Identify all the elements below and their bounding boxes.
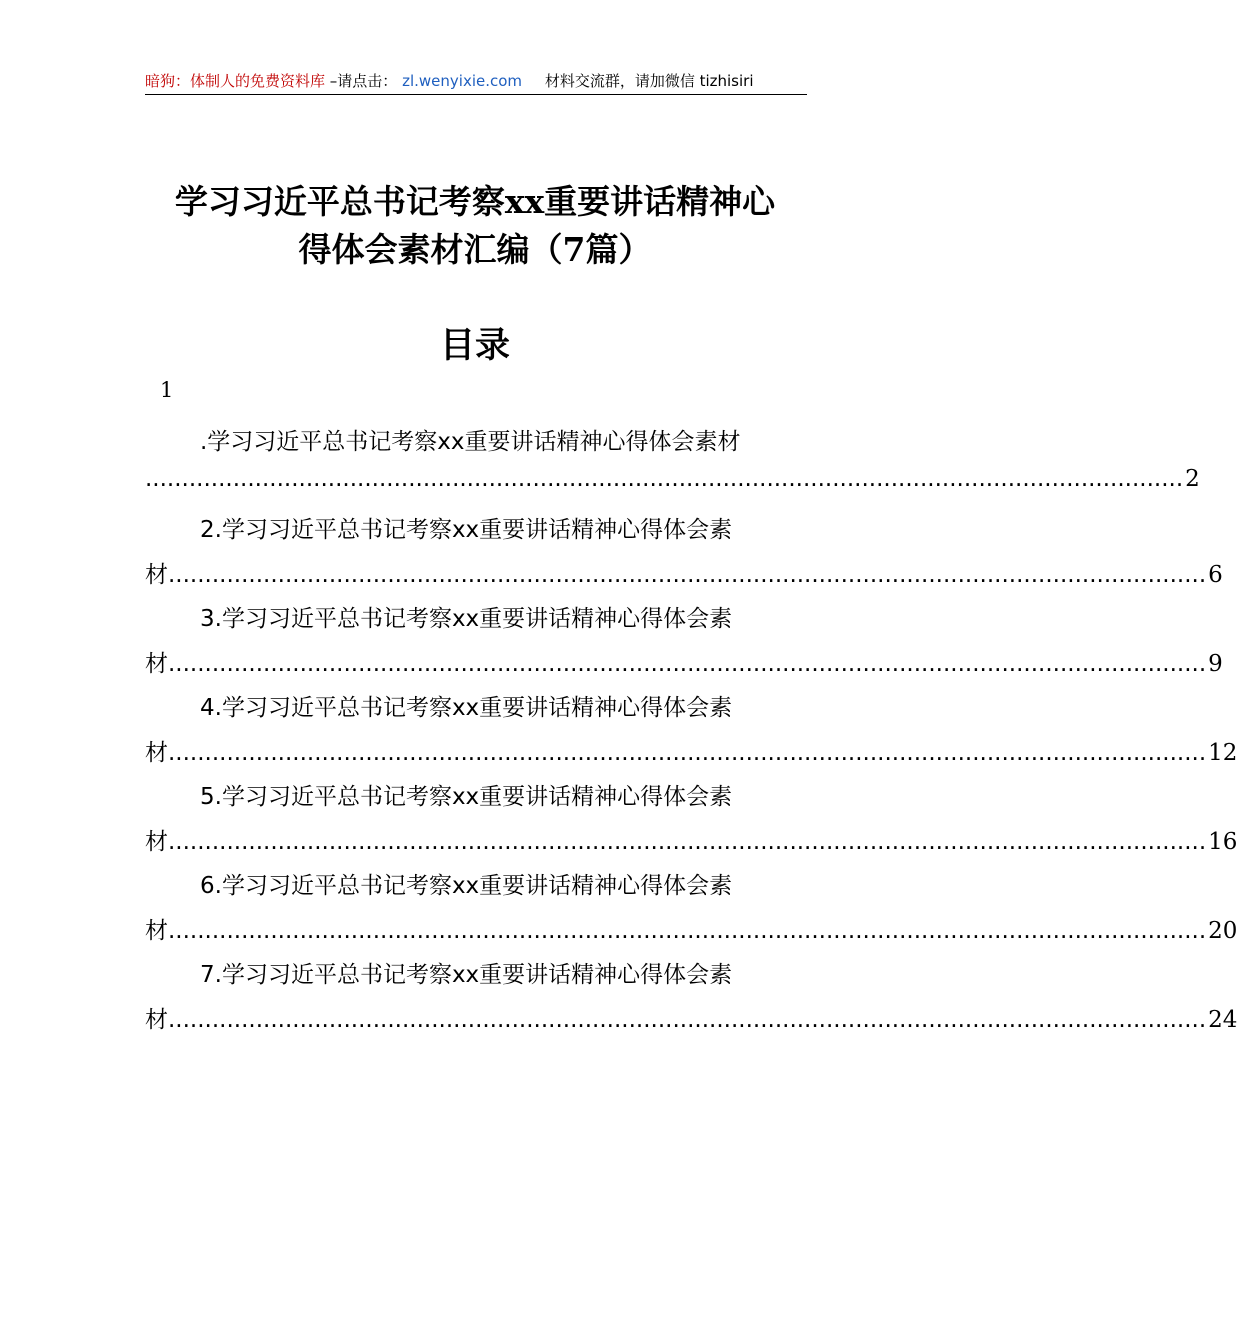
toc-entry-3-page: 9 [1208, 651, 1223, 677]
toc-entry-4-leader[interactable] [145, 734, 1237, 767]
toc-entry-1-title[interactable]: .学习习近平总书记考察xx重要讲话精神心得体会素材 [200, 429, 741, 455]
toc-entry-1-leader[interactable] [145, 466, 1200, 492]
header-click-prompt: –请点击： [329, 72, 398, 90]
header-link[interactable]: zl.wenyixie.com [402, 72, 523, 90]
toc-entry-7-leader[interactable] [145, 1001, 1237, 1034]
toc-entry-1-dots: .............................................................................................................................................. [145, 466, 1184, 492]
toc-entry-7-continuation: 材 [145, 1007, 168, 1033]
toc-entry-7-title[interactable]: 7.学习习近平总书记考察xx重要讲话精神心得体会素 [200, 962, 733, 988]
toc-entry-7-dots: .............................................................................................................................................. [168, 1007, 1207, 1033]
toc-entry-3-leader[interactable] [145, 645, 1223, 678]
toc-entry-5-dots: .............................................................................................................................................. [168, 829, 1207, 855]
toc-entry-5-title[interactable]: 5.学习习近平总书记考察xx重要讲话精神心得体会素 [200, 784, 733, 810]
toc-entry-6-leader[interactable] [145, 912, 1237, 945]
toc-entry-3-dots: .............................................................................................................................................. [168, 651, 1207, 677]
toc-entry-2-page: 6 [1208, 562, 1223, 588]
toc-entry-1-page: 2 [1185, 466, 1200, 492]
header-site-name: 暗狗：体制人的免费资料库 [145, 72, 326, 90]
toc-entry-6-title[interactable]: 6.学习习近平总书记考察xx重要讲话精神心得体会素 [200, 873, 733, 899]
toc-entry-2-leader[interactable] [145, 556, 1223, 589]
toc-entry-7-page: 24 [1208, 1007, 1237, 1033]
toc-entry-4-title[interactable]: 4.学习习近平总书记考察xx重要讲话精神心得体会素 [200, 695, 733, 721]
toc-entry-6-dots: .............................................................................................................................................. [168, 918, 1207, 944]
toc-entry-4-page: 12 [1208, 740, 1237, 766]
document-title-line-2: 得体会素材汇编（7篇） [298, 230, 652, 269]
toc-entry-4-continuation: 材 [145, 740, 168, 766]
toc-entry-2-continuation: 材 [145, 562, 168, 588]
toc-entry-5-page: 16 [1208, 829, 1237, 855]
page-header [145, 70, 807, 95]
toc-entry-2-title[interactable]: 2.学习习近平总书记考察xx重要讲话精神心得体会素 [200, 517, 733, 543]
toc-entry-3-continuation: 材 [145, 651, 168, 677]
toc-first-number: 1 [160, 378, 174, 402]
toc-entry-5-continuation: 材 [145, 829, 168, 855]
document-title-line-1: 学习习近平总书记考察xx重要讲话精神心 [174, 182, 776, 221]
toc-heading: 目录 [439, 325, 510, 366]
toc-entry-6-page: 20 [1208, 918, 1237, 944]
toc-entry-2-dots: .............................................................................................................................................. [168, 562, 1207, 588]
toc-entry-6-continuation: 材 [145, 918, 168, 944]
toc-entry-3-title[interactable]: 3.学习习近平总书记考察xx重要讲话精神心得体会素 [200, 606, 733, 632]
header-wechat-note: 材料交流群，请加微信 tizhisiri [544, 72, 754, 90]
toc-entry-4-dots: .............................................................................................................................................. [168, 740, 1207, 766]
toc-entry-5-leader[interactable] [145, 823, 1237, 856]
